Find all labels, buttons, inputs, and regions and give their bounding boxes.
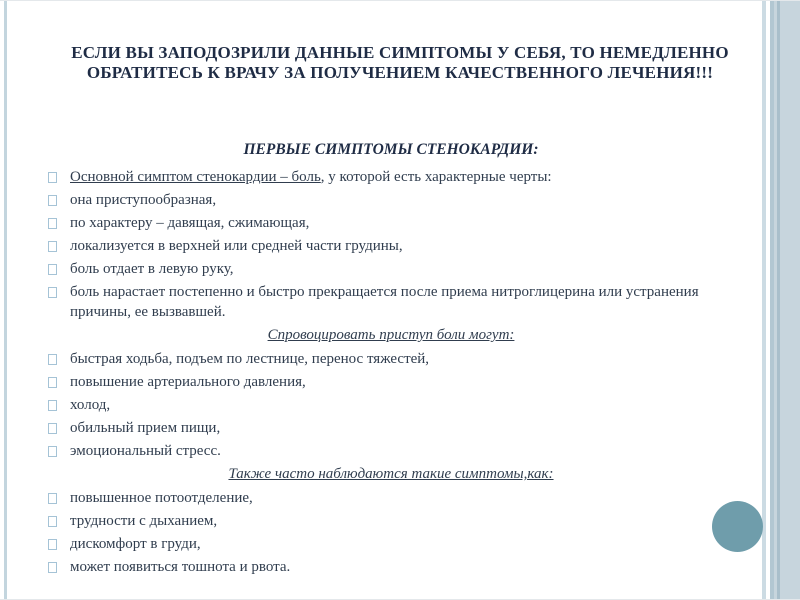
slide-body: [40, 140, 742, 580]
bullet-square-icon: [48, 562, 57, 573]
bullet-square-icon: [48, 539, 57, 550]
list-item-text: холод,: [70, 397, 111, 413]
section-heading: ПЕРВЫЕ СИМПТОМЫ СТЕНОКАРДИИ:: [243, 141, 539, 158]
bullet-square-icon: [48, 241, 57, 252]
list-item: [40, 190, 742, 210]
list-item-text: быстрая ходьба, подъем по лестнице, перенос тяжестей,: [70, 351, 430, 367]
subheading-other-symptoms: Также часто наблюдаются такие симптомы,как:: [228, 466, 554, 482]
list-item: [40, 282, 742, 322]
right-band-stripe: [777, 1, 780, 600]
bullet-square-icon: [48, 354, 57, 365]
list-item: [40, 349, 742, 369]
list-item: [40, 511, 742, 531]
list-item-text: может появиться тошнота и рвота.: [70, 559, 291, 575]
list-item: [40, 418, 742, 438]
bullet-square-icon: [48, 493, 57, 504]
bullet-square-icon: [48, 264, 57, 275]
list-item: [40, 557, 742, 577]
list-item: [40, 441, 742, 461]
list-item-text: по характеру – давящая, сжимающая,: [70, 215, 310, 231]
right-decorative-band: [770, 1, 800, 600]
bullet-square-icon: [48, 400, 57, 411]
bullet-square-icon: [48, 172, 57, 183]
other-symptoms-list: [40, 488, 742, 577]
list-item-text: повышенное потоотделение,: [70, 490, 253, 506]
plain-text: , у которой есть характерные черты:: [320, 169, 552, 185]
list-item-text: дискомфорт в груди,: [70, 536, 201, 552]
list-item-text: обильный прием пищи,: [70, 420, 221, 436]
list-item-text: повышение артериального давления,: [70, 374, 306, 390]
list-item-text: боль нарастает постепенно и быстро прекращается после приема нитроглицерина или устранения причины, ее вызвавшей.: [70, 284, 699, 320]
bullet-square-icon: [48, 218, 57, 229]
triggers-list: [40, 349, 742, 461]
list-item: [40, 259, 742, 279]
list-item-text: она приступообразная,: [70, 192, 217, 208]
bullet-square-icon: [48, 287, 57, 298]
underlined-text: Основной симптом стенокардии – боль: [70, 169, 321, 185]
list-item-text: локализуется в верхней или средней части грудины,: [70, 238, 403, 254]
left-edge-line: [4, 1, 7, 600]
slide-title: ЕСЛИ ВЫ ЗАПОДОЗРИЛИ ДАННЫЕ СИМПТОМЫ У СЕБЯ, ТО НЕМЕДЛЕННО ОБРАТИТЕСЬ К ВРАЧУ ЗА ПОЛУЧЕНИЕМ КАЧЕСТВЕННОГО ЛЕЧЕНИЯ!!!: [71, 43, 729, 82]
list-item-text: боль отдает в левую руку,: [70, 261, 234, 277]
bullet-square-icon: [48, 446, 57, 457]
list-item: [40, 372, 742, 392]
list-item: [40, 534, 742, 554]
list-item: [40, 167, 742, 187]
list-item: [40, 236, 742, 256]
bullet-square-icon: [48, 423, 57, 434]
list-item-text: [70, 167, 552, 187]
bullet-square-icon: [48, 516, 57, 527]
right-band-stripe: [770, 1, 774, 600]
list-item-text: трудности с дыханием,: [70, 513, 218, 529]
list-item: [40, 213, 742, 233]
subheading-triggers: Спровоцировать приступ боли могут:: [267, 327, 515, 343]
list-item: [40, 395, 742, 415]
bullet-square-icon: [48, 195, 57, 206]
bullet-square-icon: [48, 377, 57, 388]
right-thin-line: [762, 1, 766, 600]
symptom-traits-list: [40, 167, 742, 322]
list-item-text: эмоциональный стресс.: [70, 443, 221, 459]
list-item: [40, 488, 742, 508]
